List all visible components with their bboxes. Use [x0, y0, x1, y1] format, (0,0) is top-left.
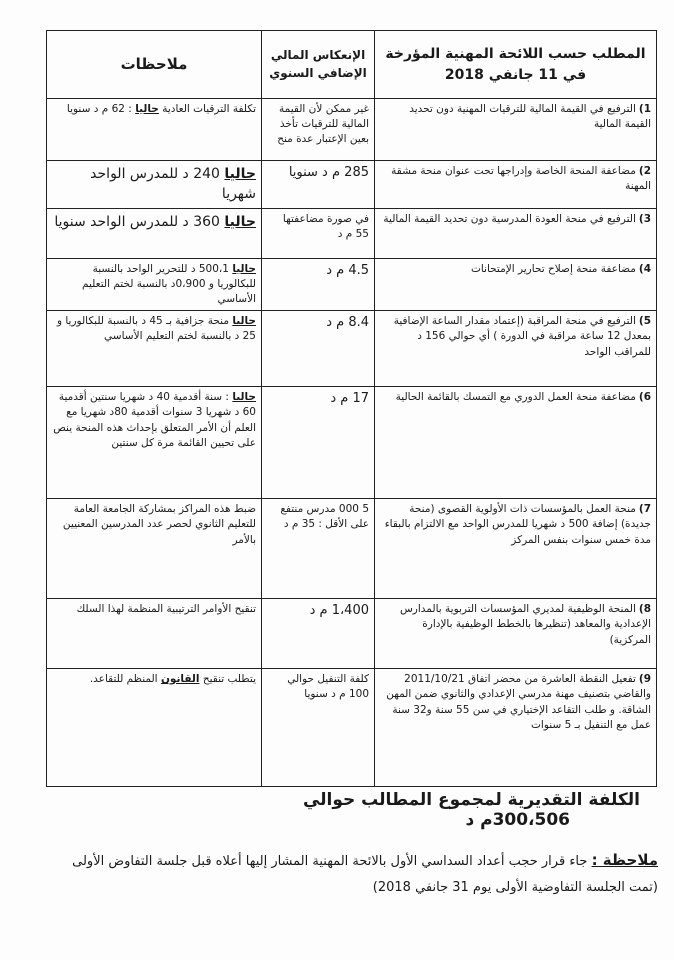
table-row: [47, 99, 657, 161]
demands-table: [46, 30, 657, 787]
table-row: [47, 599, 657, 669]
remarks-cell: ضبط هذه المراكز بمشاركة الجامعة العامة للتعليم الثانوي لحصر عدد المدرسين المعنيين بالأمر: [47, 499, 262, 599]
financial-cell: 17 م د: [262, 387, 375, 499]
remarks-cell: حاليا 500،1 د للتحرير الواحد بالنسبة للبكالوريا و 0،900د بالنسبة لختم التعليم الأساسي: [47, 258, 262, 311]
table-row: [47, 258, 657, 311]
header-remarks: ملاحظات: [47, 31, 262, 99]
financial-cell: في صورة مضاعفتها 55 م د: [262, 208, 375, 258]
demand-cell: 7)منحة العمل بالمؤسسات ذات الأولوية القصوى (منحة جديدة) إضافة 500 د شهريا للمدرس الواحد مع الالتزام بالبقاء مدة خمس سنوات بنفس المركز: [375, 499, 657, 599]
remarks-cell: يتطلب تنقيح القانون المنظم للتقاعد.: [47, 669, 262, 787]
total-amount: 300،506م د: [465, 810, 570, 830]
remarks-cell: حاليا 240 د للمدرس الواحد شهريا: [47, 161, 262, 209]
financial-cell: كلفة التنفيل حوالي 100 م د سنويا: [262, 669, 375, 787]
demand-cell: 4)مضاعفة منحة إصلاح تحارير الإمتحانات: [375, 258, 657, 311]
table-row: [47, 161, 657, 209]
note-label: ملاحظة :: [591, 851, 658, 869]
table-header-row: [47, 31, 657, 99]
total-label: الكلفة التقديرية لمجموع المطالب حوالي: [302, 790, 640, 810]
table-row: [47, 669, 657, 787]
demand-cell: 1)الترفيع في القيمة المالية للترقيات المهنية دون تحديد القيمة المالية: [375, 99, 657, 161]
table-row: [47, 311, 657, 387]
table-row: [47, 208, 657, 258]
total-cost-line: [150, 790, 640, 830]
remarks-cell: تنقيح الأوامر الترتيبية المنظمة لهذا السلك: [47, 599, 262, 669]
financial-cell: 1،400 م د: [262, 599, 375, 669]
header-financial: الإنعكاس المالي الإضافي السنوي: [262, 31, 375, 99]
demand-cell: 6)مضاعفة منحة العمل الدوري مع التمسك بالقائمة الحالية: [375, 387, 657, 499]
financial-cell: 8.4 م د: [262, 311, 375, 387]
remarks-cell: حاليا 360 د للمدرس الواحد سنويا: [47, 208, 262, 258]
table-row: [47, 387, 657, 499]
financial-cell: 4.5 م د: [262, 258, 375, 311]
note-text: جاء قرار حجب أعداد السداسي الأول بالائحة المهنية المشار إليها أعلاه قبل جلسة التفاوض الأولى (تمت الجلسة التفاوضية الأولى يوم 31 جانفي 2018): [72, 854, 658, 895]
table-row: [47, 499, 657, 599]
remarks-cell: حاليا : سنة أقدمية 40 د شهريا سنتين أقدمية 60 د شهريا 3 سنوات أقدمية 80د شهريا مع العلم أن الأمر المتعلق بإحداث هذه المنحة ينص على تحيين القائمة مرة كل سنتين: [47, 387, 262, 499]
demand-cell: 8)المنحة الوظيفية لمديري المؤسسات التربوية بالمدارس الإعدادية والمعاهد (تنظيرها بالخطط الوظيفية بالإدارة المركزية): [375, 599, 657, 669]
financial-cell: 5 000 مدرس منتفع على الأقل : 35 م د: [262, 499, 375, 599]
demand-cell: 2)مضاعفة المنحة الخاصة وإدراجها تحت عنوان منحة مشقة المهنة: [375, 161, 657, 209]
remarks-cell: حاليا منحة جزافية بـ 45 د بالنسبة للبكالوريا و 25 د بالنسبة لختم التعليم الأساسي: [47, 311, 262, 387]
header-demand: المطلب حسب اللائحة المهنية المؤرخة في 11 جانفي 2018: [375, 31, 657, 99]
financial-cell: 285 م د سنويا: [262, 161, 375, 209]
demand-cell: 9)تفعيل النقطة العاشرة من محضر اتفاق 2011/10/21 والقاضي بتصنيف مهنة مدرسي الإعدادي والثانوي ضمن المهن الشاقة. و طلب التقاعد الإختياري في سن 55 سنة و32 سنة عمل مع التنفيل بـ 5 سنوات: [375, 669, 657, 787]
demand-cell: 3)الترفيع في منحة العودة المدرسية دون تحديد القيمة المالية: [375, 208, 657, 258]
demand-cell: 5)الترفيع في منحة المراقبة (إعتماد مقدار الساعة الإضافية بمعدل 12 ساعة مراقبة في الدورة ) أي حوالي 156 د للمراقب الواحد: [375, 311, 657, 387]
financial-cell: غير ممكن لأن القيمة المالية للترقيات تأخذ بعين الإعتبار عدة منح: [262, 99, 375, 161]
note-paragraph: [46, 845, 658, 901]
remarks-cell: تكلفة الترقيات العادية حاليا : 62 م د سنويا: [47, 99, 262, 161]
